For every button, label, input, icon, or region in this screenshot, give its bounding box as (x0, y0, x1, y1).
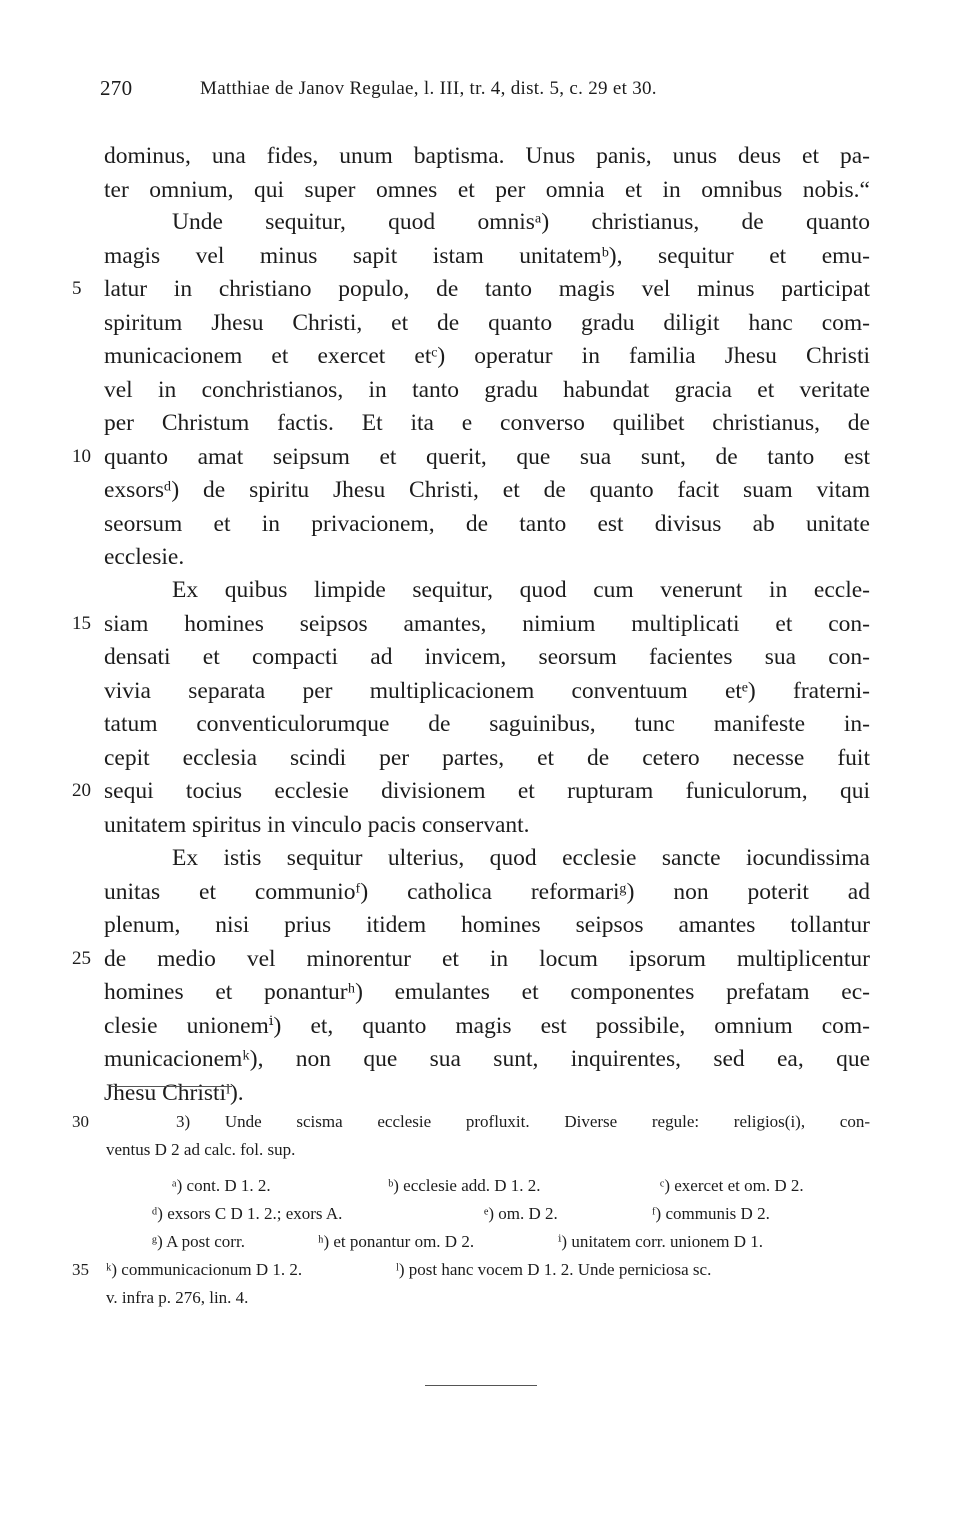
running-title: Matthiae de Janov Regulae, l. III, tr. 4, dist. 5, c. 29 et 30. (200, 78, 657, 99)
text-line: latur in christiano populo, de tanto magis vel minus participat (104, 276, 870, 302)
text-line: tatum conventiculorumque de saguinibus, tunc manifeste in- (104, 711, 870, 737)
text-line: unitatem spiritus in vinculo pacis conservant. (104, 812, 530, 838)
text-line: exsorsᵈ) de spiritu Jhesu Christi, et de quanto facit suam vitam (104, 477, 870, 503)
line-number: 35 (72, 1260, 89, 1279)
footnote-separator (110, 1086, 232, 1087)
apparatus-note: ᶠ) communis D 2. (652, 1204, 770, 1223)
text-line: de medio vel minorentur et in locum ipsorum multiplicentur (104, 946, 870, 972)
text-line: densati et compacti ad invicem, seorsum facientes sua con- (104, 644, 870, 670)
apparatus-note: ᶜ) exercet et om. D 2. (660, 1176, 804, 1195)
line-number: 15 (72, 613, 91, 634)
text-line: cepit ecclesia scindi per partes, et de cetero necesse fuit (104, 745, 870, 771)
apparatus-note: ᵏ) communicacionum D 1. 2. (106, 1260, 303, 1279)
text-line: ter omnium, qui super omnes et per omnia et in omnibus nobis.“ (104, 177, 870, 203)
running-header (100, 76, 880, 106)
apparatus-note: ᵃ) cont. D 1. 2. (172, 1176, 271, 1195)
text-line: municacionemᵏ), non que sua sunt, inquirentes, sed ea, que (104, 1046, 870, 1072)
apparatus-note: ᵈ) exsors C D 1. 2.; exors A. (152, 1204, 343, 1223)
text-line: per Christum factis. Et ita e converso quilibet christianus, de (104, 410, 870, 436)
text-line: dominus, una fides, unum baptisma. Unus panis, unus deus et pa- (104, 143, 870, 169)
apparatus-note: ᵉ) om. D 2. (484, 1204, 558, 1223)
line-number: 25 (72, 948, 91, 969)
text-line: magis vel minus sapit istam unitatemᵇ), sequitur et emu- (104, 243, 870, 269)
apparatus-note: ʰ) et ponantur om. D 2. (318, 1232, 475, 1251)
line-number: 20 (72, 780, 91, 801)
text-line: clesie unionemⁱ) et, quanto magis est possibile, omnium com- (104, 1013, 870, 1039)
text-line: plenum, nisi prius itidem homines seipsos amantes tollantur (104, 912, 870, 938)
text-line: quanto amat seipsum et querit, que sua sunt, de tanto est (104, 444, 870, 470)
page-number: 270 (100, 76, 133, 100)
apparatus-note: v. infra p. 276, lin. 4. (106, 1288, 249, 1307)
apparatus-note: ᵍ) A post corr. (152, 1232, 245, 1251)
apparatus-note: ˡ) post hanc vocem D 1. 2. Unde perniciosa sc. (396, 1260, 712, 1279)
apparatus-note: ⁱ) unitatem corr. unionem D 1. (558, 1232, 764, 1251)
text-line: seorsum et in privacionem, de tanto est divisus ab unitate (104, 511, 870, 537)
line-number: 30 (72, 1112, 89, 1131)
text-line: Unde sequitur, quod omnisᵃ) christianus, de quanto (172, 209, 870, 235)
text-line: sequi tocius ecclesie divisionem et rupturam funiculorum, qui (104, 778, 870, 804)
apparatus-note: ᵇ) ecclesie add. D 1. 2. (388, 1176, 541, 1195)
text-line: siam homines seipsos amantes, nimium multiplicati et con- (104, 611, 870, 637)
text-line: unitas et communioᶠ) catholica reformariᵍ) non poterit ad (104, 879, 870, 905)
text-line: Ex istis sequitur ulterius, quod ecclesie sancte iocundissima (172, 845, 870, 871)
text-line: spiritum Jhesu Christi, et de quanto gradu diligit hanc com- (104, 310, 870, 336)
text-line: vel in conchristianos, in tanto gradu habundat gracia et veritate (104, 377, 870, 403)
line-number: 10 (72, 446, 91, 467)
line-number: 5 (72, 278, 82, 299)
text-line: homines et ponanturʰ) emulantes et componentes prefatam ec- (104, 979, 870, 1005)
footnote-line: ventus D 2 ad calc. fol. sup. (106, 1140, 296, 1159)
text-line: municacionem et exercet etᶜ) operatur in familia Jhesu Christi (104, 343, 870, 369)
text-line: Jhesu Christiˡ). (104, 1080, 244, 1106)
text-line: Ex quibus limpide sequitur, quod cum venerunt in eccle- (172, 577, 870, 603)
text-line: vivia separata per multiplicacionem conventuum etᵉ) fraterni- (104, 678, 870, 704)
text-line: ecclesie. (104, 544, 185, 570)
footnote-line: 3) Unde scisma ecclesie profluxit. Diverse regule: religios(i), con- (176, 1112, 870, 1131)
end-separator (425, 1385, 537, 1386)
